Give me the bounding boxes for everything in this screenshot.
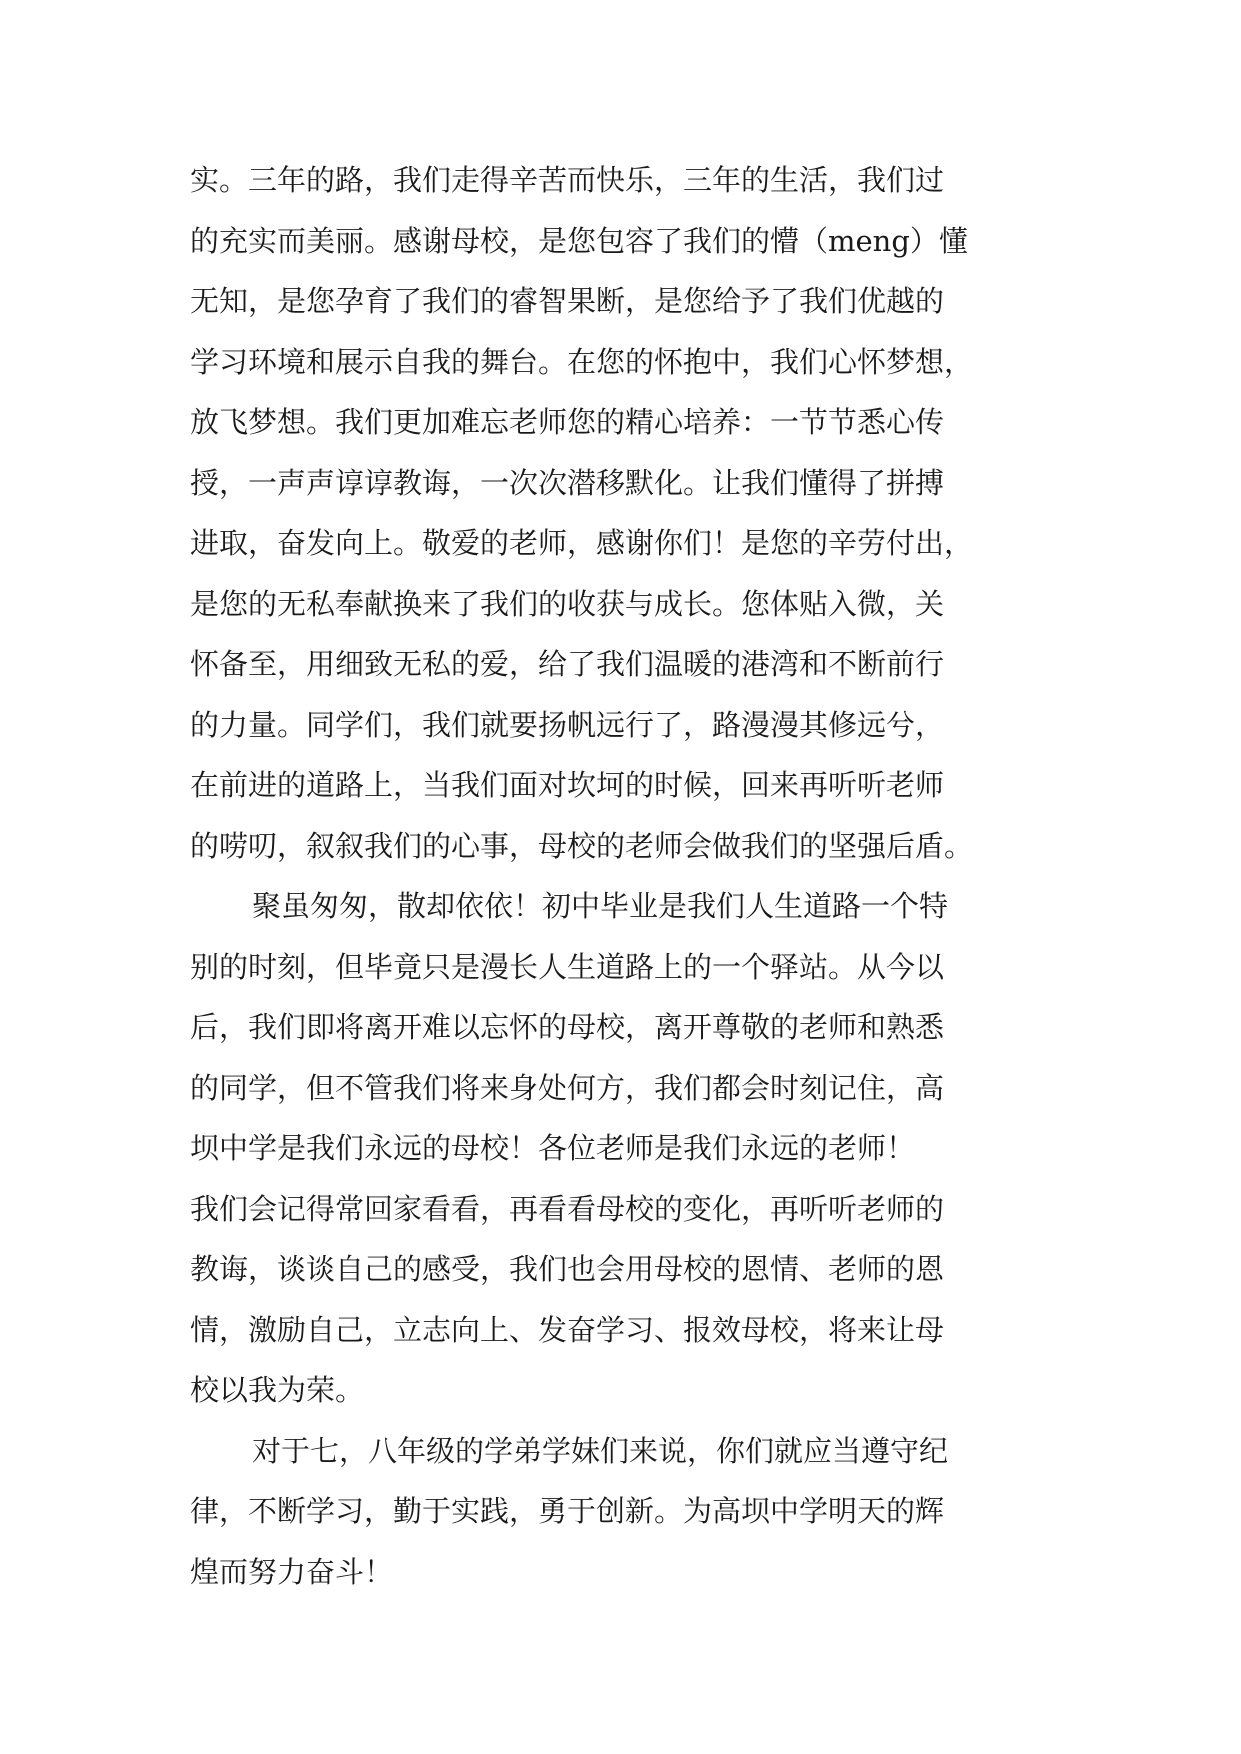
text-line: 后，我们即将离开难以忘怀的母校，离开尊敬的老师和熟悉 xyxy=(190,1010,945,1044)
text-line: 怀备至，用细致无私的爱，给了我们温暖的港湾和不断前行 xyxy=(190,647,945,681)
text-line: 的充实而美丽。感谢母校，是您包容了我们的懵（meng）懂 xyxy=(190,223,968,258)
document-body xyxy=(190,150,1050,1602)
text-line: 放飞梦想。我们更加难忘老师您的精心培养：一节节悉心传 xyxy=(190,405,945,439)
text-line: 情，激励自己，立志向上、发奋学习、报效母校，将来让母 xyxy=(190,1312,945,1347)
text-line: 学习环境和展示自我的舞台。在您的怀抱中，我们心怀梦想， xyxy=(190,344,974,379)
text-line: 无知，是您孕育了我们的睿智果断，是您给予了我们优越的 xyxy=(190,284,945,318)
paragraph-first-line: 对于七，八年级的学弟学妹们来说，你们就应当遵守纪 xyxy=(252,1433,949,1468)
text-line: 是您的无私奉献换来了我们的收获与成长。您体贴入微，关 xyxy=(190,586,945,621)
text-line: 别的时刻，但毕竟只是漫长人生道路上的一个驿站。从今以 xyxy=(190,949,945,984)
text-line: 律，不断学习，勤于实践，勇于创新。为高坝中学明天的辉 xyxy=(190,1494,945,1528)
text-line: 实。三年的路，我们走得辛苦而快乐，三年的生活，我们过 xyxy=(190,163,945,197)
text-line: 的同学，但不管我们将来身处何方，我们都会时刻记住，高 xyxy=(190,1070,945,1105)
text-line: 的唠叨，叙叙我们的心事，母校的老师会做我们的坚强后盾。 xyxy=(190,828,974,863)
text-line: 教诲，谈谈自己的感受，我们也会用母校的恩情、老师的恩 xyxy=(190,1252,945,1286)
text-line: 坝中学是我们永远的母校！各位老师是我们永远的老师！ xyxy=(190,1131,916,1165)
text-line: 授，一声声谆谆教诲，一次次潜移默化。让我们懂得了拼搏 xyxy=(190,465,945,500)
text-line: 进取，奋发向上。敬爱的老师，感谢你们！是您的辛劳付出， xyxy=(190,526,974,560)
text-line: 的力量。同学们，我们就要扬帆远行了，路漫漫其修远兮， xyxy=(190,707,945,742)
text-line: 校以我为荣。 xyxy=(190,1373,365,1407)
text-line: 煌而努力奋斗！ xyxy=(190,1554,394,1589)
paragraph-first-line: 聚虽匆匆，散却依依！初中毕业是我们人生道路一个特 xyxy=(252,889,949,923)
text-line: 在前进的道路上，当我们面对坎坷的时候，回来再听听老师 xyxy=(190,768,945,802)
text-line: 我们会记得常回家看看，再看看母校的变化，再听听老师的 xyxy=(190,1191,945,1226)
